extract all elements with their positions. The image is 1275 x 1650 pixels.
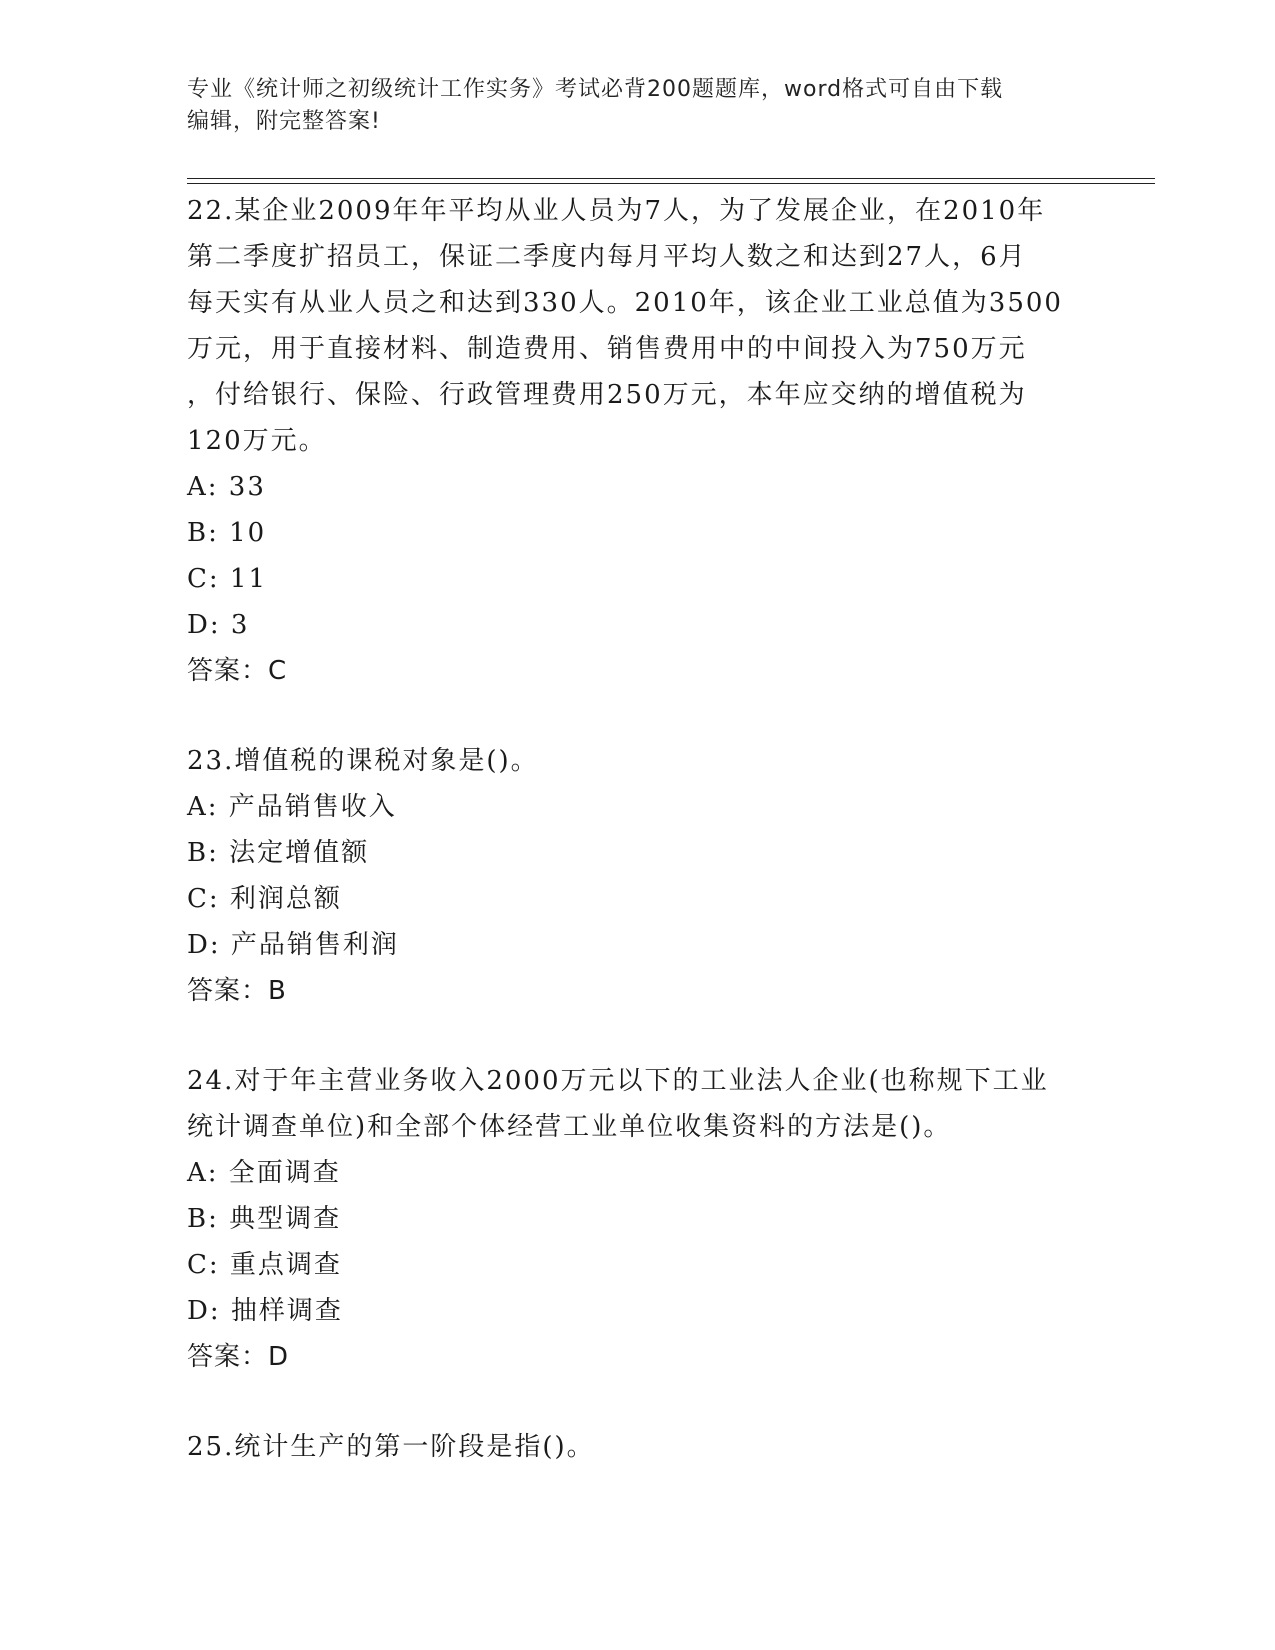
header-divider-bottom <box>187 183 1155 184</box>
question-text-line: 22.某企业2009年年平均从业人员为7人，为了发展企业，在2010年 <box>187 196 1046 226</box>
question-text-line: 23.增值税的课税对象是()。 <box>187 746 539 776</box>
answer-line: 答案：B <box>187 976 287 1006</box>
option-b: B: 法定增值额 <box>187 838 370 868</box>
question-text-line: 24.对于年主营业务收入2000万元以下的工业法人企业(也称规下工业 <box>187 1066 1049 1096</box>
question-24 <box>187 1058 1087 1380</box>
option-d: D: 抽样调查 <box>187 1296 343 1326</box>
question-text-line: 统计调查单位)和全部个体经营工业单位收集资料的方法是()。 <box>187 1112 952 1142</box>
answer-line: 答案：C <box>187 656 288 686</box>
header-divider-top <box>187 178 1155 179</box>
option-d: D: 3 <box>187 610 250 640</box>
question-text-line: 25.统计生产的第一阶段是指()。 <box>187 1432 595 1462</box>
option-b: B: 10 <box>187 518 267 548</box>
option-c: C: 利润总额 <box>187 884 342 914</box>
option-c: C: 重点调查 <box>187 1250 342 1280</box>
question-25 <box>187 1424 1087 1470</box>
option-a: A: 产品销售收入 <box>187 792 397 822</box>
question-text-line: ，付给银行、保险、行政管理费用250万元，本年应交纳的增值税为 <box>187 380 1027 410</box>
option-b: B: 典型调查 <box>187 1204 342 1234</box>
option-c: C: 11 <box>187 564 268 594</box>
question-22 <box>187 188 1087 694</box>
header-line-2: 编辑，附完整答案! <box>187 109 381 134</box>
question-23 <box>187 738 1087 1014</box>
question-text-line: 第二季度扩招员工，保证二季度内每月平均人数之和达到27人，6月 <box>187 242 1027 272</box>
question-text-line: 万元，用于直接材料、制造费用、销售费用中的中间投入为750万元 <box>187 334 1027 364</box>
answer-line: 答案：D <box>187 1342 290 1372</box>
option-a: A: 全面调查 <box>187 1158 341 1188</box>
question-text-line: 120万元。 <box>187 426 327 456</box>
document-header <box>187 74 1067 138</box>
header-line-1: 专业《统计师之初级统计工作实务》考试必背200题题库，word格式可自由下载 <box>187 77 1004 102</box>
question-text-line: 每天实有从业人员之和达到330人。2010年，该企业工业总值为3500 <box>187 288 1063 318</box>
option-d: D: 产品销售利润 <box>187 930 399 960</box>
option-a: A: 33 <box>187 472 266 502</box>
question-list <box>187 188 1087 1470</box>
